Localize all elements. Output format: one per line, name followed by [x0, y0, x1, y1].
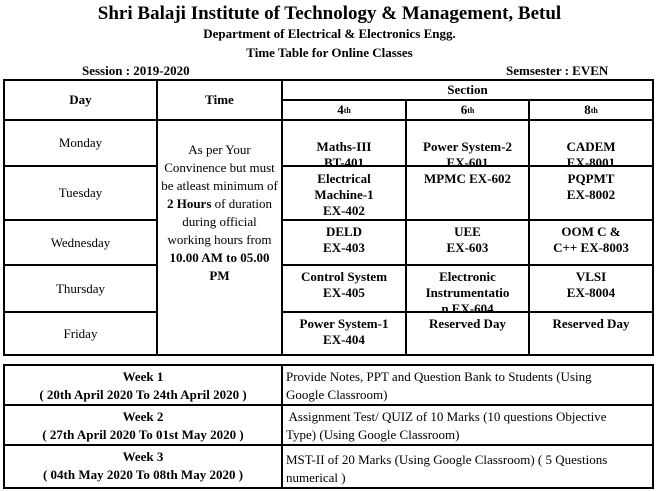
activity-line: MST-II of 20 Marks (Using Google Classroom) ( 5 Questions [286, 452, 608, 467]
time-cell [157, 120, 282, 355]
week-cell [4, 445, 282, 488]
header-day [4, 80, 157, 120]
week-label: Week 3 [122, 449, 164, 464]
time-text [160, 141, 279, 285]
section-num: 6 [460, 102, 468, 117]
subject-line: EX-405 [323, 285, 365, 300]
subject-cell [406, 166, 529, 220]
subject-line: Electrical [317, 171, 371, 186]
subject-line: MPMC EX-602 [423, 171, 511, 186]
department-name: Department of Electrical & Electronics Engg. [203, 26, 456, 41]
subject-line: EX-402 [323, 203, 365, 218]
subject-cell [282, 120, 406, 170]
subject-line: Power System-2 [423, 139, 512, 154]
subject-line: Control System [300, 269, 388, 284]
week-range: ( 27th April 2020 To 01st May 2020 ) [42, 427, 244, 442]
subject-line: EX-403 [323, 240, 365, 255]
header-section [282, 80, 653, 100]
subject-line: VLSI [575, 269, 607, 284]
day-friday [4, 312, 157, 355]
subject-cell [529, 120, 653, 170]
activity-line: Type) (Using Google Classroom) [286, 427, 460, 442]
week-label: Week 1 [122, 369, 164, 384]
week-activity [282, 365, 653, 405]
subject-line: Maths-III [316, 139, 372, 154]
week-cell [4, 405, 282, 445]
institute-name: Shri Balaji Institute of Technology & Management, Betul [97, 3, 562, 24]
week-range: ( 20th April 2020 To 24th April 2020 ) [39, 387, 247, 402]
week-range: ( 04th May 2020 To 08th May 2020 ) [42, 467, 244, 482]
week-plan-table [3, 364, 654, 489]
subject-line: BT-401 [324, 155, 364, 170]
section-col-6 [406, 100, 529, 120]
subject-line: EX-8001 [566, 155, 616, 170]
day-label: Friday [63, 325, 98, 341]
header-time [157, 80, 282, 120]
subject-line: Reserved Day [552, 316, 630, 331]
week-cell [4, 365, 282, 405]
semester-label: Semsester : EVEN [506, 63, 609, 78]
subject-line: PQPMT [567, 171, 615, 186]
subject-cell [406, 120, 529, 170]
day-label: Tuesday [58, 185, 103, 200]
day-label: Wednesday [50, 234, 111, 250]
header-day-label: Day [69, 92, 92, 107]
subject-cell [529, 220, 653, 265]
subject-cell [406, 265, 529, 316]
section-col-8 [529, 100, 653, 120]
subject-line: EX-601 [446, 155, 489, 170]
activity-line: Assignment Test/ QUIZ of 10 Marks (10 questions Objective [286, 409, 607, 424]
subject-line: Reserved Day [429, 316, 506, 331]
subject-cell [282, 265, 406, 312]
subject-line: C++ EX-8003 [553, 240, 629, 255]
subject-line: DELD [325, 224, 363, 239]
day-label: Thursday [55, 280, 106, 296]
week-label: Week 2 [122, 409, 164, 424]
subject-line: EX-603 [446, 240, 489, 255]
activity-line: Provide Notes, PPT and Question Bank to Students (Using [286, 369, 592, 384]
day-thursday [4, 265, 157, 312]
subject-cell [406, 312, 529, 355]
day-monday [4, 120, 157, 166]
subject-line: OOM C & [561, 224, 621, 239]
subject-cell [529, 166, 653, 220]
section-sup: th [467, 105, 475, 115]
subject-line: Power System-1 [299, 316, 389, 331]
time-text-part: of duration during official working hours from [167, 196, 273, 247]
subject-cell [282, 312, 406, 355]
subject-line: UEE [454, 224, 481, 239]
section-col-4 [282, 100, 406, 120]
time-text-bold: 2 Hours [166, 196, 212, 211]
subject-cell [282, 166, 406, 220]
subject-line: n EX-604 [441, 301, 494, 316]
day-wednesday [4, 220, 157, 265]
subject-line: EX-404 [323, 332, 365, 347]
session-label: Session : 2019-2020 [82, 63, 190, 78]
week-activity [282, 445, 653, 488]
header-time-label: Time [205, 92, 234, 107]
day-tuesday [4, 166, 157, 220]
document-title: Time Table for Online Classes [246, 45, 413, 60]
section-num: 8 [584, 102, 591, 117]
week-activity [282, 405, 653, 445]
subject-cell [529, 312, 653, 355]
subject-line: CADEM [566, 139, 616, 154]
time-text-part: As per Your Convinence but must be atleast minimum of [161, 142, 278, 193]
day-label: Monday [58, 135, 103, 150]
subject-line: Instrumentatio [425, 285, 510, 300]
subject-cell [406, 220, 529, 265]
subject-line: EX-8004 [566, 285, 616, 300]
subject-line: EX-8002 [566, 187, 616, 202]
activity-line: numerical ) [286, 470, 346, 485]
section-sup: th [590, 105, 598, 115]
section-num: 4 [337, 102, 344, 117]
activity-line: Google Classroom) [286, 387, 388, 402]
time-text-bold: 10.00 AM to 05.00 PM [169, 250, 270, 283]
section-sup: th [343, 105, 351, 115]
timetable [3, 79, 654, 356]
subject-line: Machine-1 [314, 187, 374, 202]
subject-cell [282, 220, 406, 265]
header-section-label: Section [447, 82, 488, 97]
subject-line: Electronic [439, 269, 496, 284]
subject-cell [529, 265, 653, 312]
